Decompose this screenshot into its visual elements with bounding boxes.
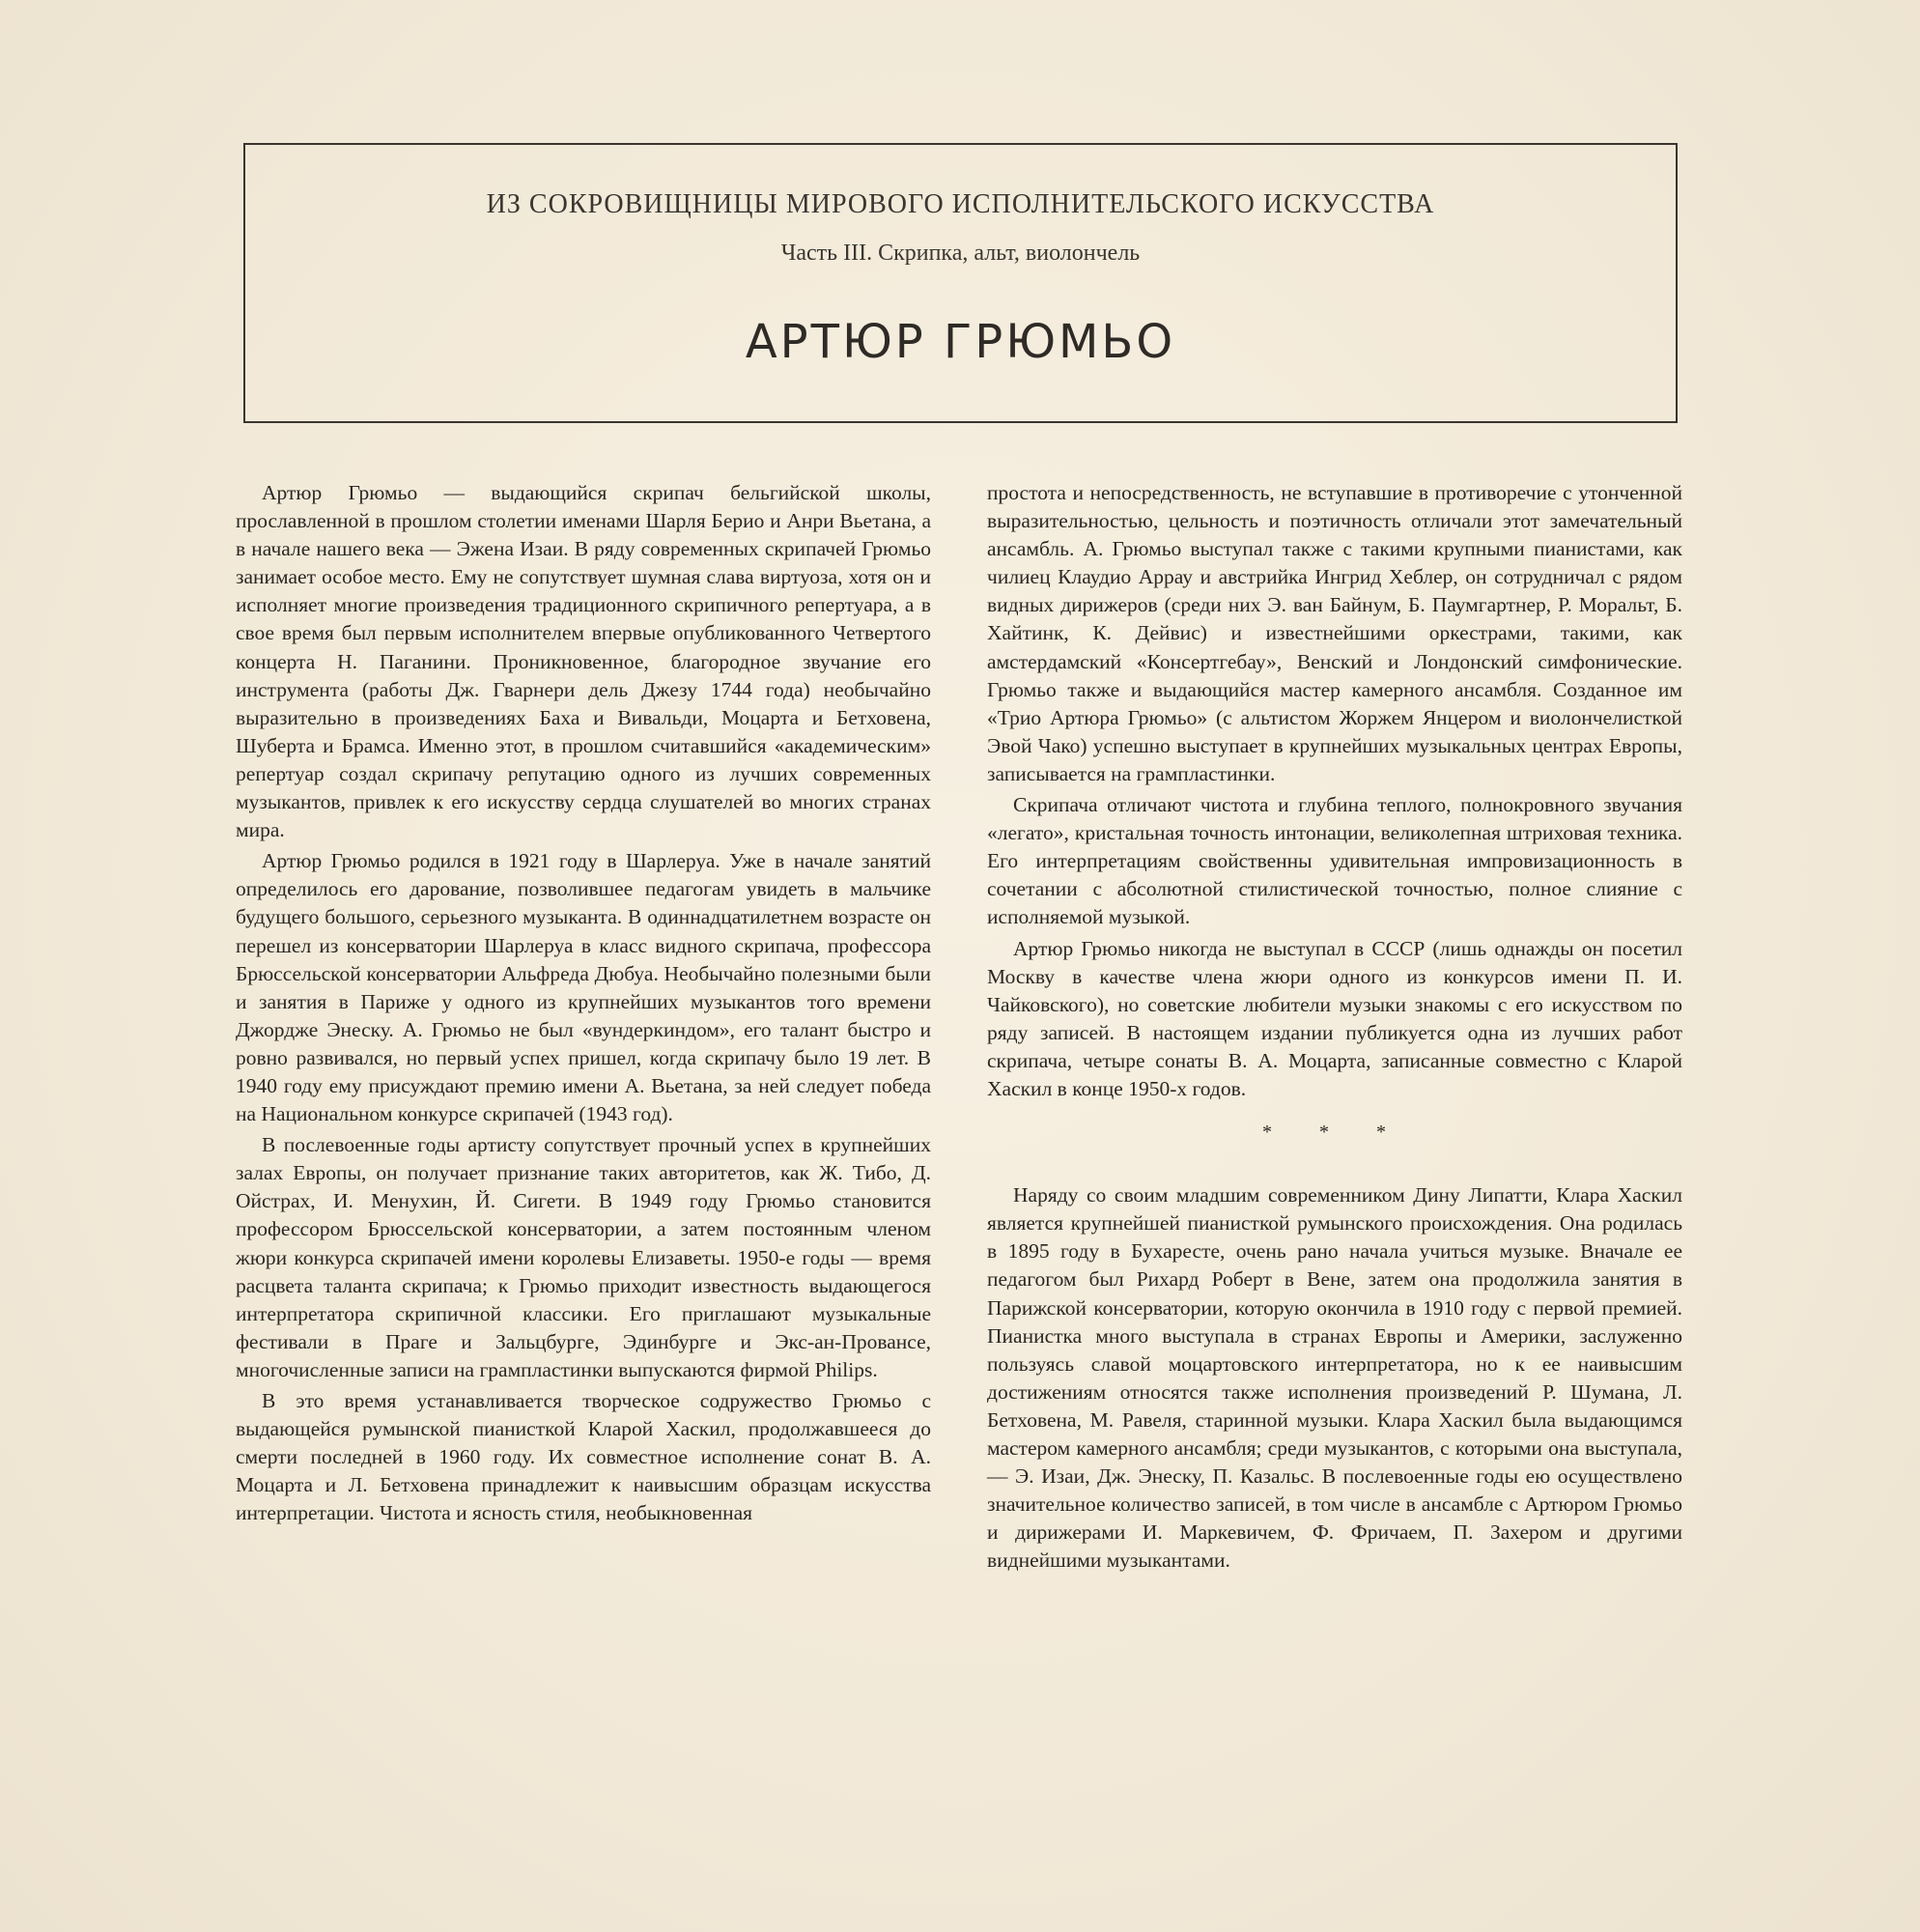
paragraph-clara-haskil: Наряду со своим младшим современником Дину Липатти, Клара Хаскил является крупнейшей пианисткой румынского происхождения. Она родилась в 1895 году в Бухаресте, очень рано начала учиться музыке. Вначале ее педагогом был Рихард Роберт в Вене, затем она продолжила занятия в Парижской консерватории, которую окончила в 1910 году с первой премией. Пианистка много выступала в странах Европы и Америки, заслуженно пользуясь славой моцартовского интерпретатора, но к ее наивысшим достижениям относятся также исполнения произведений Р. Шумана, Л. Бетховена, М. Равеля, старинной музыки. Клара Хаскил была выдающимся мастером камерного ансамбля; среди музыкантов, с которыми она выступала, — Э. Изаи, Дж. Энеску, П. Казальс. В послевоенные годы ею осуществлено значительное количество записей, в том числе в ансамбле с Артюром Грюмьо и дирижерами И. Маркевичем, Ф. Фричаем, П. Захером и другими виднейшими музыкантами. <box>987 1183 1682 1573</box>
section-separator: * * * <box>1262 1122 1407 1144</box>
left-text-column <box>236 479 931 1530</box>
paragraph-continuation: простота и непосредственность, не вступавшие в противоречие с утонченной выразительностью, цельность и поэтичность отличали этот замечательный ансамбль. А. Грюмьо выступал также с такими крупными пианистами, как чилиец Клаудио Аррау и австрийка Ингрид Хеблер, он сотрудничал с рядом видных дирижеров (среди них Э. ван Байнум, Б. Паумгартнер, Р. Моральт, Б. Хайтинк, К. Дейвис) и известнейшими оркестрами, такими, как амстердамский «Консертгебау», Венский и Лондонский симфонические. Грюмьо также и выдающийся мастер камерного ансамбля. Созданное им «Трио Артюра Грюмьо» (с альтистом Жоржем Янцером и виолончелисткой Эвой Чако) успешно выступает в крупнейших музыкальных центрах Европы, записывается на грампластинки. <box>987 481 1682 785</box>
part-subtitle: Часть III. Скрипка, альт, виолончель <box>780 241 1141 266</box>
paragraph-postwar: В послевоенные годы артисту сопутствует прочный успех в крупнейших залах Европы, он получает признание таких авторитетов, как Ж. Тибо, Д. Ойстрах, И. Менухин, Й. Сигети. В 1949 году Грюмьо становится профессором Брюссельской консерватории, а затем постоянным членом жюри конкурса скрипачей имени королевы Елизаветы. 1950-е годы — время расцвета таланта скрипача; к Грюмьо приходит известность выдающегося интерпретатора скрипичной классики. Его приглашают музыкальные фестивали в Праге и Зальцбурге, Эдинбурге и Экс-ан-Провансе, многочисленные записи на грампластинки выпускаются фирмой Philips. <box>236 1133 931 1381</box>
artist-name-heading: АРТЮР ГРЮМЬО <box>745 315 1176 369</box>
paragraph-haskil-partnership: В это время устанавливается творческое содружество Грюмьо с выдающейся румынской пианисткой Кларой Хаскил, продолжавшееся до смерти последней в 1960 году. Их совместное исполнение сонат В. А. Моцарта и Л. Бетховена принадлежит к наивысшим образцам искусства интерпретации. Чистота и ясность стиля, необыкновенная <box>236 1389 931 1525</box>
paragraph-ussr: Артюр Грюмьо никогда не выступал в СССР (лишь однажды он посетил Москву в качестве члена жюри одного из конкурсов имени П. И. Чайковского), но советские любители музыки знакомы с его искусством по ряду записей. В настоящем издании публикуется одна из лучших работ скрипача, четыре сонаты В. А. Моцарта, записанные совместно с Кларой Хаскил в конце 1950-х годов. <box>987 936 1682 1100</box>
right-text-column <box>987 479 1682 1577</box>
paragraph-biography: Артюр Грюмьо родился в 1921 году в Шарлеруа. Уже в начале занятий определилось его дарование, позволившее педагогам увидеть в мальчике будущего большого, серьезного музыканта. В одиннадцатилетнем возрасте он перешел из консерватории Шарлеруа в класс видного скрипача, профессора Брюссельской консерватории Альфреда Дюбуа. Необычайно полезными были и занятия в Париже у одного из крупнейших музыкантов того времени Джордже Энеску. А. Грюмьо не был «вундеркиндом», его талант быстро и ровно развивался, но первый успех пришел, когда скрипачу было 19 лет. В 1940 году ему присуждают премию имени А. Вьетана, за ней следует победа на Национальном конкурсе скрипачей (1943 год). <box>236 849 931 1126</box>
paragraph-intro: Артюр Грюмьо — выдающийся скрипач бельгийской школы, прославленной в прошлом столетии именами Шарля Берио и Анри Вьетана, а в начале нашего века — Эжена Изаи. В ряду современных скрипачей Грюмьо занимает особое место. Ему не сопутствует шумная слава виртуоза, хотя он и исполняет многие произведения традиционного скрипичного репертуара, а в свое время был первым исполнителем впервые опубликованного Четвертого концерта Н. Паганини. Проникновенное, благородное звучание его инструмента (работы Дж. Гварнери дель Джезу 1744 года) необычайно выразительно в произведениях Баха и Вивальди, Моцарта и Бетховена, Шуберта и Брамса. Именно этот, в прошлом считавшийся «академическим» репертуар создал скрипачу репутацию одного из лучших современных музыкантов, привлек к его искусству сердца слушателей во многих странах мира. <box>236 481 931 842</box>
series-title: ИЗ СОКРОВИЩНИЦЫ МИРОВОГО ИСПОЛНИТЕЛЬСКОГО ИСКУССТВА <box>486 189 1435 219</box>
paragraph-style: Скрипача отличают чистота и глубина теплого, полнокровного звучания «легато», кристальная точность интонации, великолепная штриховая техника. Его интерпретациям свойственны удивительная импровизационность в сочетании с абсолютной стилистической точностью, полное слияние с исполняемой музыкой. <box>987 793 1682 929</box>
title-frame <box>243 143 1678 423</box>
